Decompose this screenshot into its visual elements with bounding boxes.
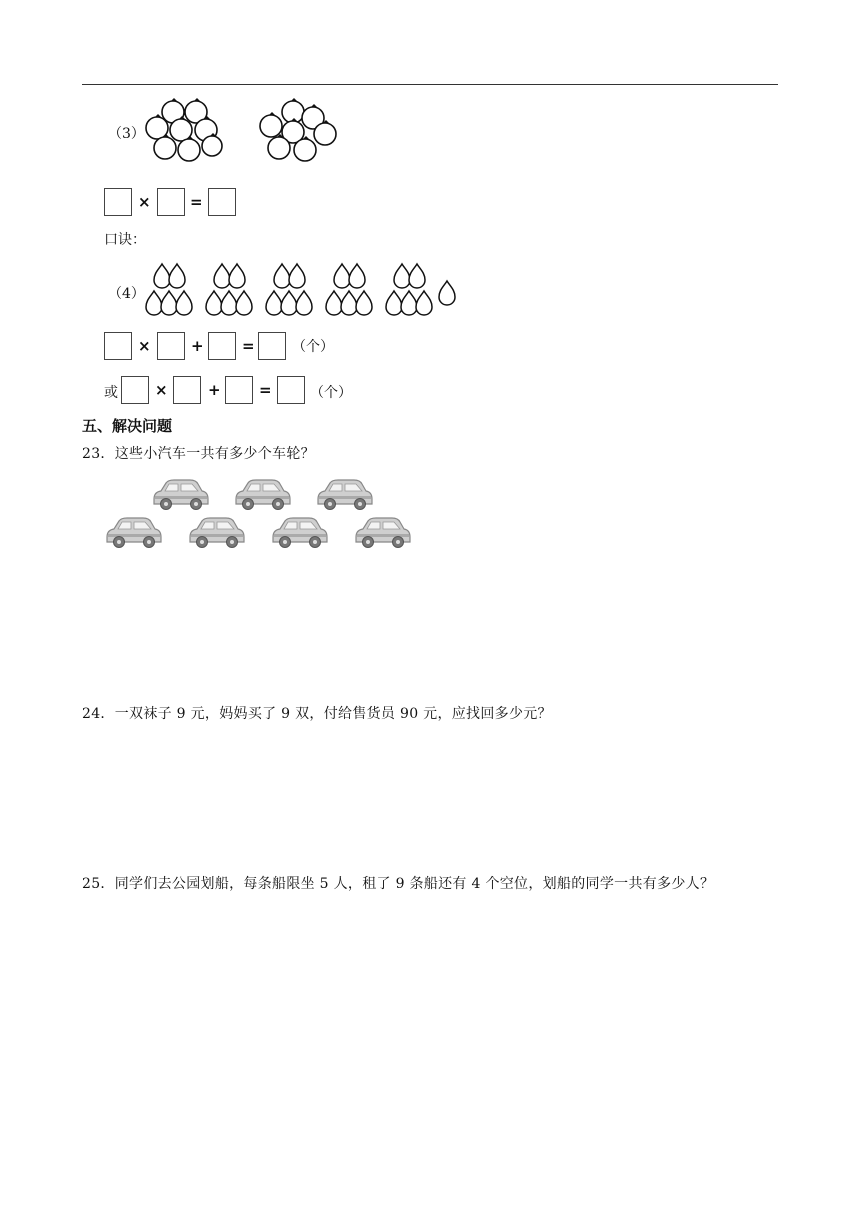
question-number: 23． — [82, 446, 115, 462]
question-23 — [82, 443, 315, 463]
answer-box-p4-7[interactable] — [225, 376, 253, 404]
part4-label: （4） — [108, 286, 145, 302]
answer-box-p4-1[interactable] — [104, 332, 132, 360]
car-illustration — [100, 475, 420, 555]
times-sign: × — [138, 193, 151, 211]
question-number: 24． — [82, 706, 115, 722]
answer-box-p4-4[interactable] — [258, 332, 286, 360]
answer-box-p3-2[interactable] — [157, 188, 185, 216]
question-text: 这些小汽车一共有多少个车轮？ — [114, 446, 315, 462]
answer-box-p3-1[interactable] — [104, 188, 132, 216]
part3-label: （3） — [108, 126, 145, 142]
header-rule — [82, 84, 778, 85]
plus-sign: + — [191, 337, 204, 355]
answer-box-p4-5[interactable] — [121, 376, 149, 404]
answer-box-p4-8[interactable] — [277, 376, 305, 404]
unit-label: （个） — [292, 339, 334, 355]
plus-sign: + — [208, 381, 221, 399]
answer-box-p4-2[interactable] — [157, 332, 185, 360]
answer-box-p3-3[interactable] — [208, 188, 236, 216]
times-sign: × — [155, 381, 168, 399]
equals-sign: = — [190, 193, 203, 211]
answer-box-p4-6[interactable] — [173, 376, 201, 404]
question-number: 25． — [82, 876, 115, 892]
question-25 — [82, 873, 714, 893]
koujue-label: 口诀： — [104, 232, 146, 248]
pear-groups — [144, 262, 464, 318]
or-label: 或 — [104, 385, 118, 401]
unit-label: （个） — [310, 385, 352, 401]
apple-group-2 — [257, 98, 341, 166]
question-24 — [82, 703, 552, 723]
equals-sign: = — [259, 381, 272, 399]
times-sign: × — [138, 337, 151, 355]
answer-box-p4-3[interactable] — [208, 332, 236, 360]
apple-group-1 — [143, 98, 227, 166]
equals-sign: = — [242, 337, 255, 355]
question-text: 一双袜子 9 元，妈妈买了 9 双，付给售货员 90 元，应找回多少元？ — [114, 706, 552, 722]
section-heading: 五、解决问题 — [82, 417, 173, 435]
question-text: 同学们去公园划船，每条船限坐 5 人，租了 9 条船还有 4 个空位，划船的同学一共有多少人？ — [114, 876, 715, 892]
